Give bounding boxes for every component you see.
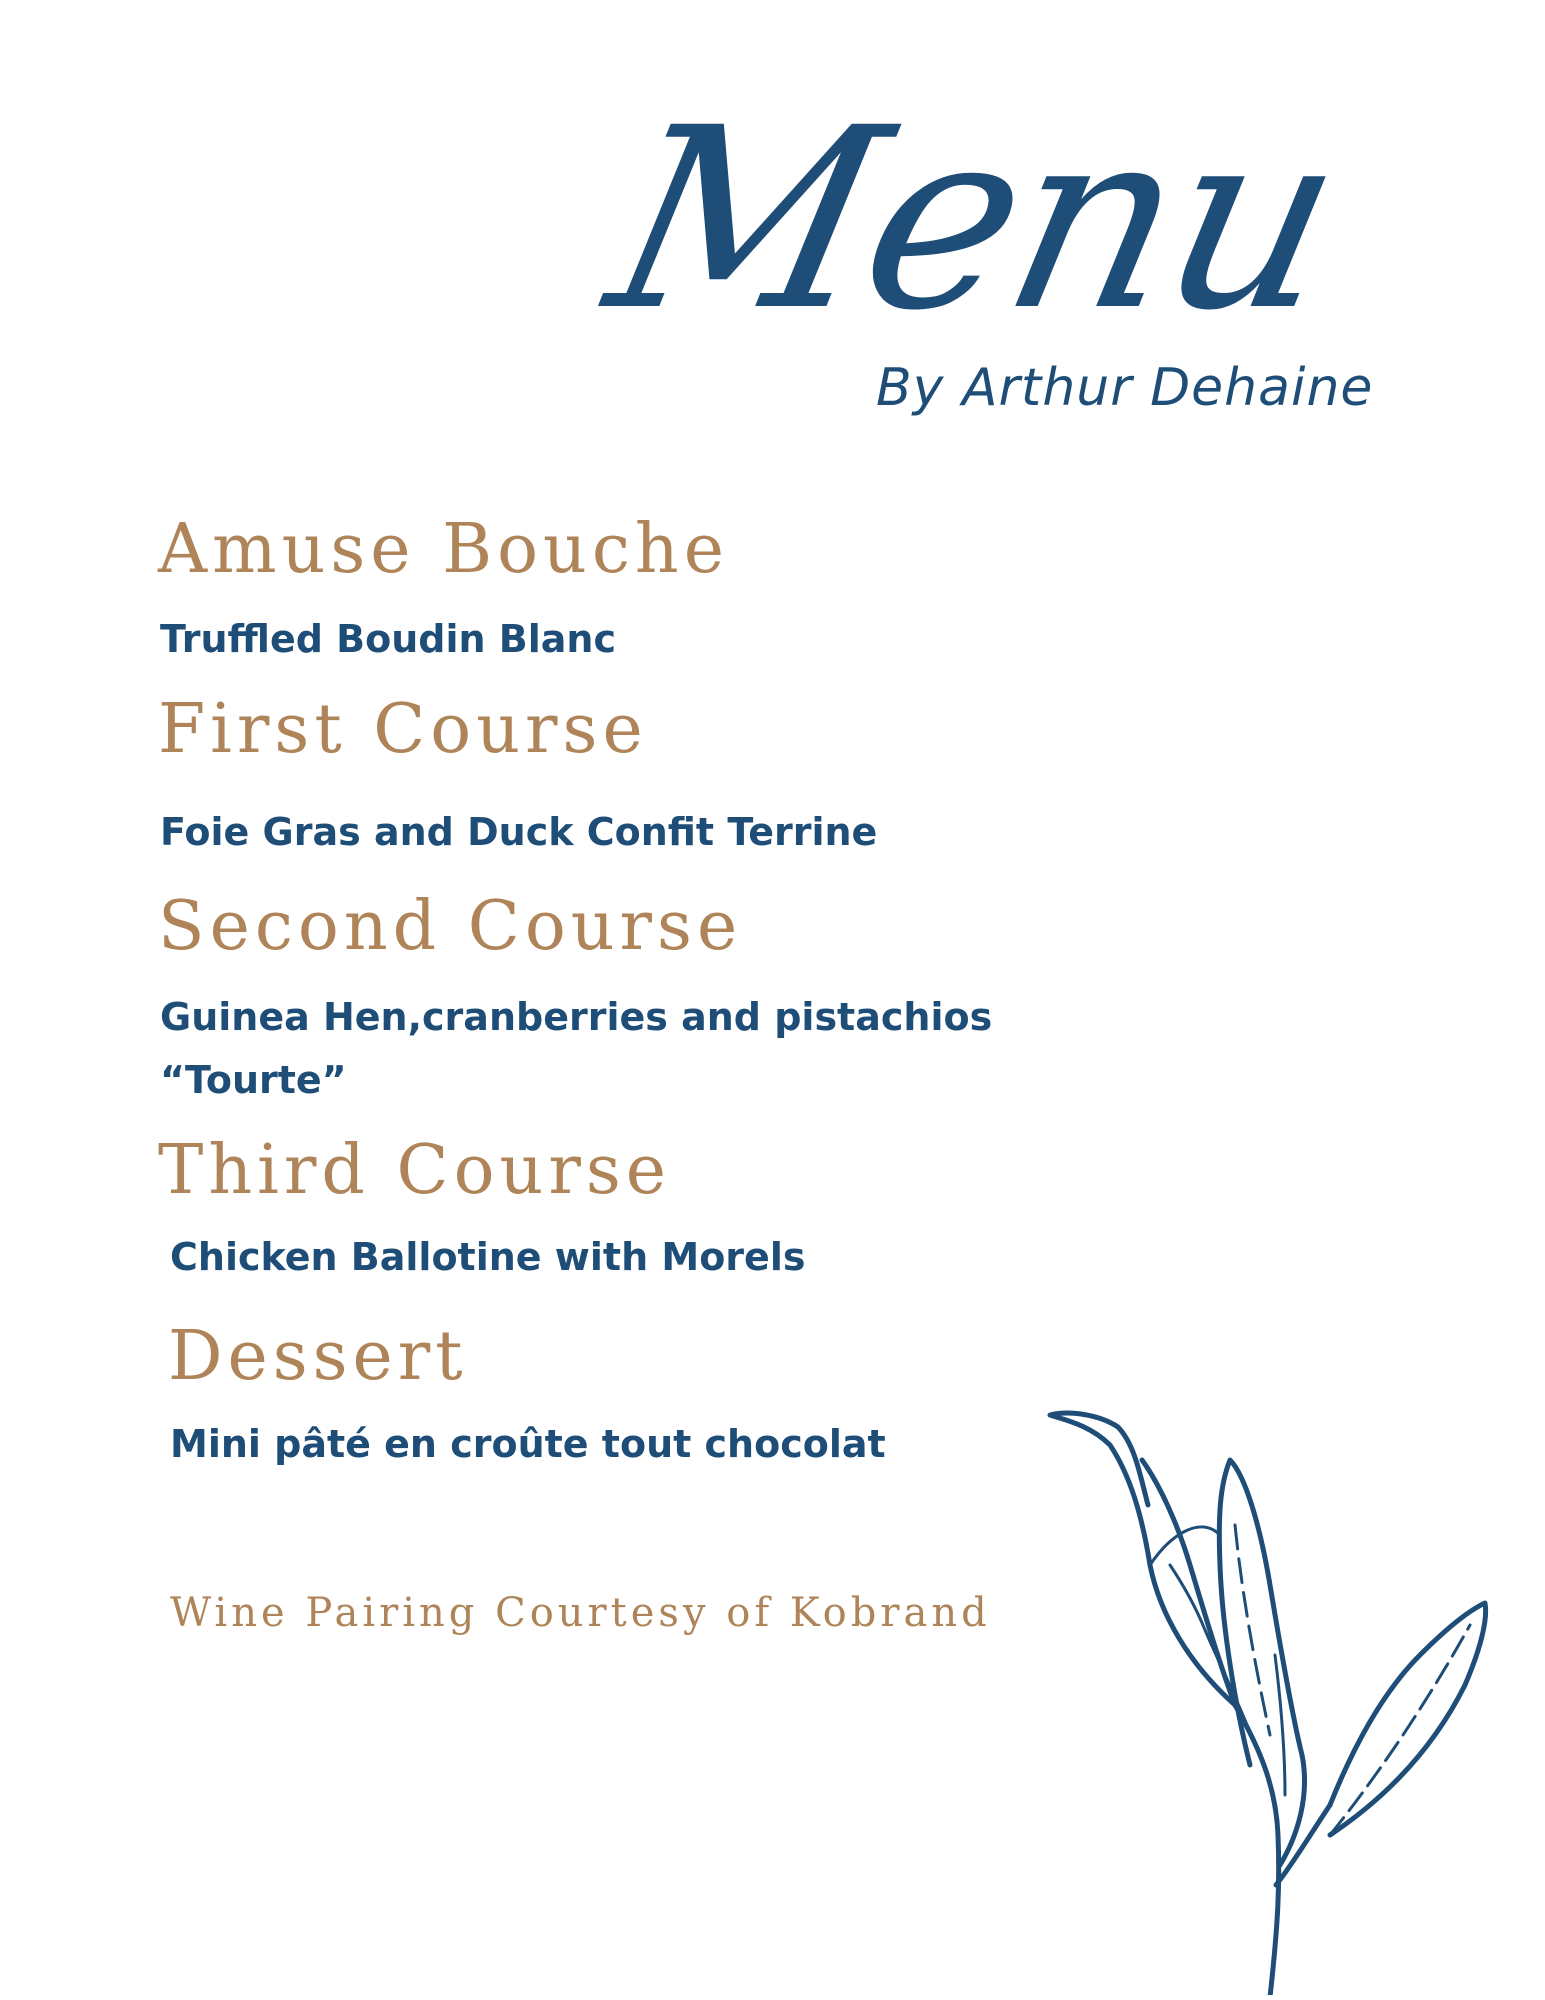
- dish-amuse-bouche: Truffled Boudin Blanc: [160, 617, 616, 661]
- course-heading-first-course: First Course: [158, 690, 648, 769]
- course-heading-third-course: Third Course: [158, 1131, 671, 1210]
- dish-dessert: Mini pâté en croûte tout chocolat: [170, 1422, 886, 1466]
- wine-pairing-note: Wine Pairing Courtesy of Kobrand: [170, 1590, 991, 1636]
- course-heading-dessert: Dessert: [168, 1317, 468, 1396]
- dish-first-course: Foie Gras and Duck Confit Terrine: [160, 810, 878, 854]
- stem: [1235, 1705, 1279, 1995]
- chef-byline: By Arthur Dehaine: [876, 358, 1374, 418]
- course-heading-second-course: Second Course: [158, 887, 743, 966]
- course-heading-amuse-bouche: Amuse Bouche: [158, 510, 729, 589]
- dish-second-course: Guinea Hen,cranberries and pistachios “Tourte”: [160, 995, 993, 1102]
- menu-title: Menu: [589, 74, 1361, 365]
- leaf-branch-icon: [1030, 1365, 1520, 1995]
- dish-third-course: Chicken Ballotine with Morels: [170, 1235, 806, 1279]
